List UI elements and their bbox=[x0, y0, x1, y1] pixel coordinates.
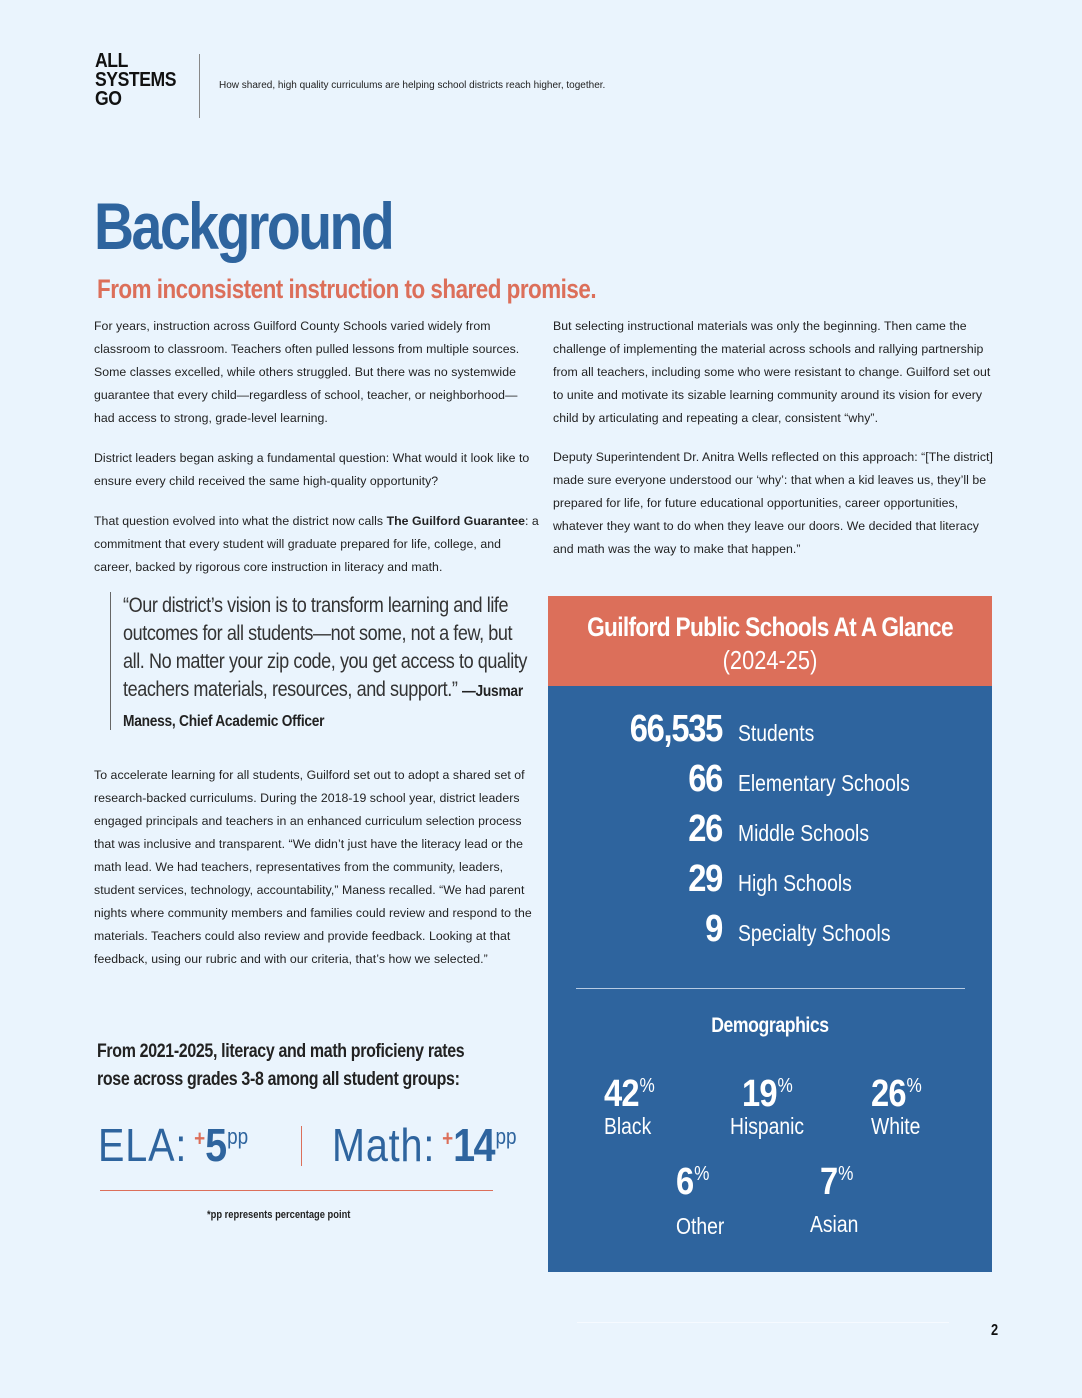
page-subtitle: From inconsistent instruction to shared promise. bbox=[97, 274, 597, 304]
percent-sign: % bbox=[639, 1075, 654, 1097]
card-title: Guilford Public Schools At A Glance bbox=[587, 612, 953, 642]
demographics-title bbox=[548, 1014, 992, 1038]
fact-list bbox=[548, 708, 992, 958]
plus-sign: + bbox=[442, 1126, 454, 1151]
percent-sign: % bbox=[838, 1163, 853, 1185]
pull-quote bbox=[110, 592, 543, 730]
at-a-glance-card bbox=[548, 596, 992, 1272]
math-gain bbox=[332, 1120, 517, 1170]
value: 42 bbox=[604, 1073, 639, 1115]
left-paragraph-1: For years, instruction across Guilford County Schools varied widely from classroom to classroom. Teachers often pulled lessons from multiple sources. Some classes excelled, while others struggled. But there was no systemwide guarantee that every child—regardless of school, teacher, or neighborhood—had access to strong, grade-level learning. bbox=[94, 319, 520, 425]
value: 7 bbox=[820, 1161, 838, 1203]
fact-row bbox=[548, 908, 992, 958]
text-span: : a commitment that every student will graduate prepared for life, college, and career, backed by rigorous core instruction in literacy and math. bbox=[94, 514, 539, 574]
text-span: That question evolved into what the district now calls bbox=[94, 514, 387, 528]
percent-sign: % bbox=[777, 1075, 792, 1097]
fact-label: Elementary Schools bbox=[738, 770, 910, 796]
fact-label: Specialty Schools bbox=[738, 920, 891, 946]
fact-value: 29 bbox=[688, 858, 722, 900]
demographics-title-text: Demographics bbox=[711, 1014, 829, 1037]
demographic-group: White bbox=[871, 1113, 921, 1139]
fact-value: 66,535 bbox=[629, 708, 722, 750]
logo-line: GO bbox=[95, 88, 122, 110]
gain-divider bbox=[301, 1126, 303, 1166]
logo bbox=[95, 52, 176, 109]
demographic-stat bbox=[604, 1066, 662, 1138]
value: 19 bbox=[742, 1073, 777, 1115]
fact-row bbox=[548, 858, 992, 908]
demographic-group: Black bbox=[604, 1113, 652, 1139]
plus-sign: + bbox=[194, 1126, 206, 1151]
math-label: Math: bbox=[332, 1119, 436, 1171]
quote-text: “Our district’s vision is to transform learning and life outcomes for all students—not some, not a few, but all. No matter your zip code, you get access to quality teachers materials, resources, and support.” bbox=[123, 594, 527, 701]
value: 26 bbox=[871, 1073, 906, 1115]
left-paragraph-2: District leaders began asking a fundamental question: What would it look like to ensure every child received the same high-quality opportunity? bbox=[94, 451, 530, 488]
demographic-stat bbox=[871, 1066, 930, 1138]
left-paragraph-4: To accelerate learning for all students, Guilford set out to adopt a shared set of research-backed curriculums. During the 2018-19 school year, district leaders engaged principals and teachers in an enhanced curriculum selection process that was inclusive and transparent. “We didn’t just have the literacy lead or the math lead. We had teachers, representatives from the community, leaders, student services, technology, accountability,” Maness recalled. “We had parent nights where community members and families could review and respond to the materials. Teachers could also review and provide feedback. Looking at that feedback, using our rubric and with our criteria, that’s how we selected.” bbox=[94, 768, 532, 966]
right-paragraph-1: But selecting instructional materials was only the beginning. Then came the challenge of implementing the material across schools and rallying partnership from all teachers, including some who were resistant to change. Guilford set out to unite and motivate its sizable learning community around its vision for every child by articulating and repeating a clear, consistent “why”. bbox=[553, 319, 991, 425]
demographic-stat bbox=[810, 1154, 868, 1236]
fact-value: 66 bbox=[688, 758, 722, 800]
math-unit: pp bbox=[495, 1124, 517, 1149]
demographic-value bbox=[676, 1154, 709, 1202]
quote-attribution: —Jusmar Maness, Chief Academic Officer bbox=[123, 683, 523, 730]
percent-sign: % bbox=[694, 1163, 709, 1185]
card-header bbox=[548, 596, 992, 686]
fact-row bbox=[548, 808, 992, 858]
left-paragraph-3 bbox=[94, 510, 540, 579]
demographic-stat bbox=[730, 1066, 818, 1138]
math-value: 14 bbox=[453, 1119, 494, 1171]
ela-gain bbox=[98, 1120, 248, 1170]
demographic-value bbox=[742, 1066, 792, 1114]
demographic-value bbox=[871, 1066, 921, 1114]
proficiency-gains bbox=[98, 1110, 547, 1170]
fact-row bbox=[548, 708, 992, 758]
header-divider bbox=[199, 54, 200, 118]
demographic-value bbox=[604, 1066, 654, 1114]
demographic-group: Asian bbox=[810, 1211, 859, 1237]
fact-label: Students bbox=[738, 720, 815, 746]
fact-label: High Schools bbox=[738, 870, 852, 896]
ela-label: ELA: bbox=[98, 1119, 188, 1171]
proficiency-heading: From 2021-2025, literacy and math proficieny rates rose across grades 3-8 among all student groups: bbox=[97, 1041, 465, 1090]
section-rule bbox=[100, 1190, 493, 1191]
demographic-stat bbox=[676, 1154, 734, 1238]
demographic-group: Hispanic bbox=[730, 1113, 805, 1139]
right-paragraph-2: Deputy Superintendent Dr. Anitra Wells reflected on this approach: “[The district] made sure everyone understood our ‘why’: that when a kid leaves us, they’ll be prepared for life, for future educational opportunities, career opportunities, whatever they want to do when they leave our doors. We decided that literacy and math was the way to make that happen.” bbox=[553, 450, 993, 556]
fact-value: 9 bbox=[705, 908, 722, 950]
footnote: *pp represents percentage point bbox=[207, 1209, 351, 1221]
fact-row bbox=[548, 758, 992, 808]
ela-unit: pp bbox=[227, 1124, 249, 1149]
percent-sign: % bbox=[906, 1075, 921, 1097]
logo-line: ALL bbox=[95, 50, 128, 72]
card-divider bbox=[576, 988, 965, 989]
guilford-guarantee-emphasis: The Guilford Guarantee bbox=[386, 514, 525, 528]
footer-rule bbox=[577, 1322, 949, 1323]
fact-value: 26 bbox=[688, 808, 722, 850]
card-year: (2024-25) bbox=[722, 645, 818, 675]
tagline: How shared, high quality curriculums are helping school districts reach higher, together. bbox=[219, 80, 606, 91]
page-number: 2 bbox=[991, 1322, 999, 1339]
logo-line: SYSTEMS bbox=[95, 69, 177, 91]
page-title: Background bbox=[94, 189, 393, 263]
demographic-value bbox=[820, 1154, 853, 1202]
ela-value: 5 bbox=[205, 1119, 226, 1171]
demographic-group: Other bbox=[676, 1213, 725, 1239]
value: 6 bbox=[676, 1161, 694, 1203]
fact-label: Middle Schools bbox=[738, 820, 870, 846]
